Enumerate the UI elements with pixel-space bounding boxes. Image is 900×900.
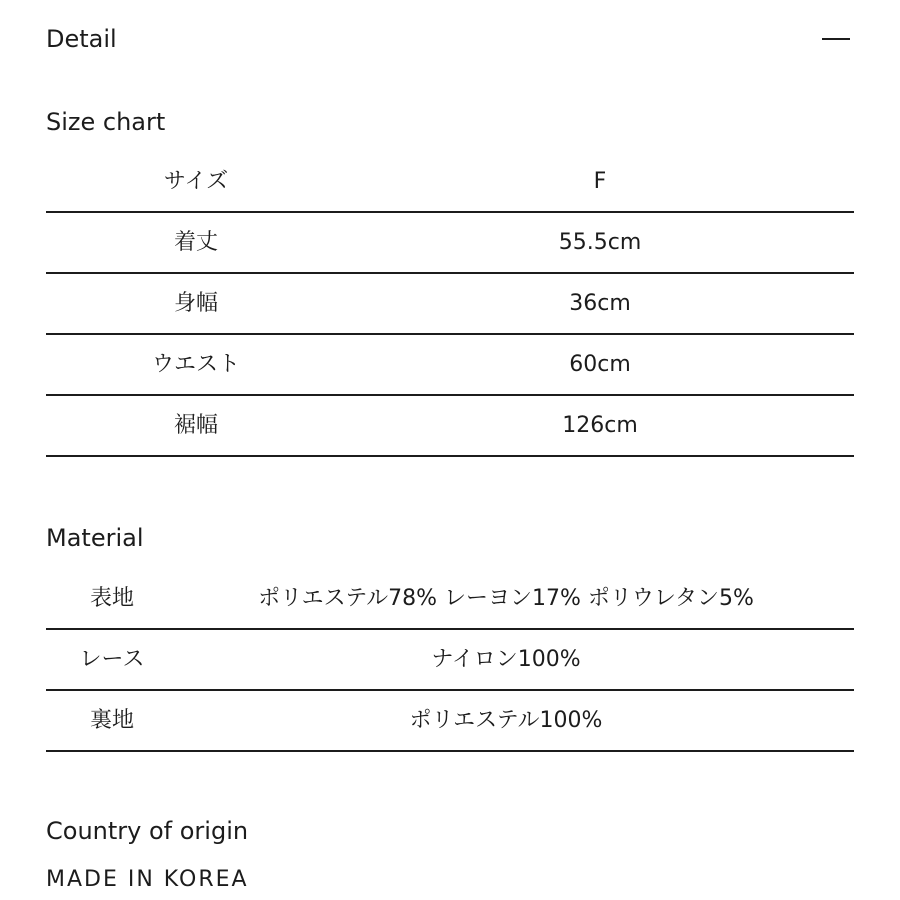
- material-row-value: ナイロン100%: [431, 647, 581, 672]
- size-row-label: 身幅: [173, 291, 218, 316]
- material-row-label: 裏地: [89, 708, 134, 733]
- material-title: Material: [46, 524, 144, 552]
- size-chart-header-value: F: [593, 169, 607, 194]
- table-row: [46, 630, 854, 691]
- minus-icon[interactable]: [822, 32, 850, 46]
- table-row: [46, 335, 854, 396]
- material-row-value: ポリエステル100%: [409, 708, 603, 733]
- material-row-label: 表地: [89, 586, 134, 611]
- size-row-value: 55.5cm: [558, 230, 642, 255]
- country-of-origin-value: MADE IN KOREA: [46, 867, 249, 892]
- size-row-value: 126cm: [562, 413, 638, 438]
- material-row-label: レース: [79, 647, 145, 672]
- size-row-label: ウエスト: [151, 352, 240, 377]
- table-row: [46, 396, 854, 457]
- size-row-label: 着丈: [173, 230, 218, 255]
- material-table: [46, 569, 854, 752]
- size-chart-header-label: サイズ: [163, 169, 229, 194]
- material-row-value: ポリエステル78% レーヨン17% ポリウレタン5%: [258, 586, 754, 611]
- size-chart-title: Size chart: [46, 108, 166, 136]
- table-row: [46, 274, 854, 335]
- table-row: [46, 213, 854, 274]
- country-of-origin-title: Country of origin: [46, 817, 249, 845]
- size-row-label: 裾幅: [173, 413, 218, 438]
- table-row: [46, 569, 854, 630]
- detail-header[interactable]: [46, 22, 854, 56]
- size-chart-table: [46, 152, 854, 457]
- table-row: [46, 691, 854, 752]
- size-row-value: 36cm: [569, 291, 631, 316]
- detail-title: Detail: [46, 25, 117, 53]
- size-row-value: 60cm: [569, 352, 631, 377]
- size-chart-header-row: [46, 152, 854, 213]
